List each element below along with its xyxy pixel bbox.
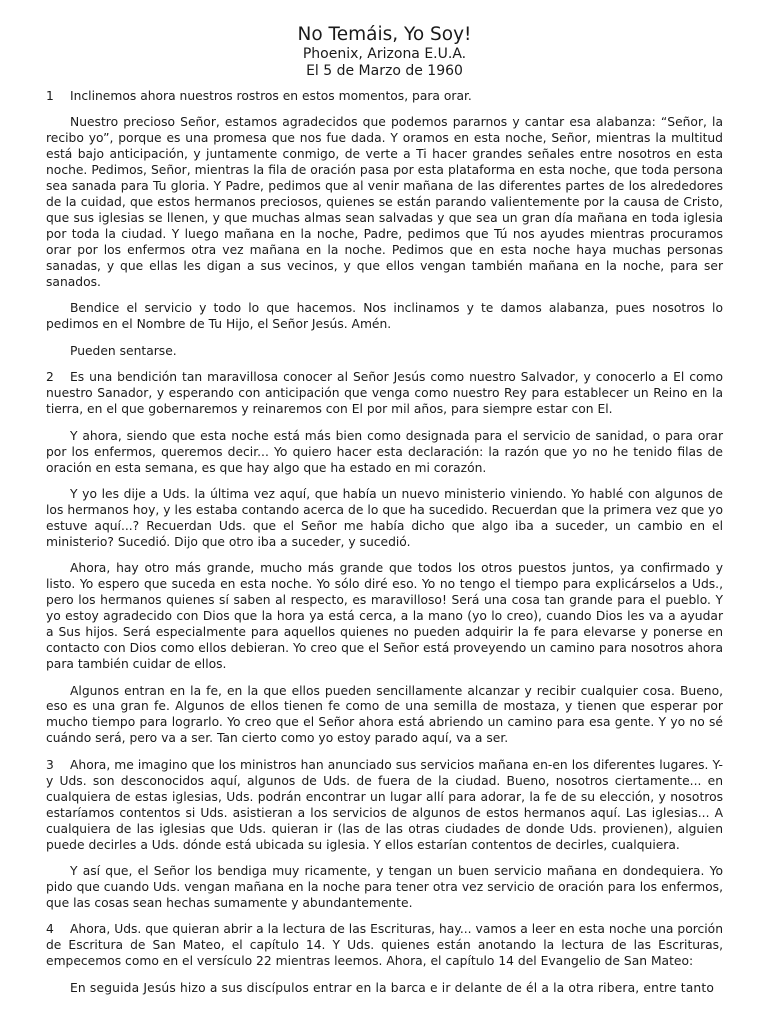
paragraph-text: Ahora, me imagino que los ministros han anunciado sus servicios mañana en-en los diferentes lugares. Y-y Uds. son desconocidos aquí, algunos de Uds. de fuera de la ciudad. Bueno, nosotros ciertamente... en cualquiera de estas iglesias, Uds. podrán encontrar un lugar allí para adorar, la fe de su elección, y nosotros estaríamos contentos si Uds. asistieran a los servicios de algunos de estos hermanos aquí. Las iglesias... A cualquiera de las iglesias que Uds. quieran ir (las de las otras ciudades de donde Uds. provienen), alguien puede decirles a Uds. dónde está ubicada su iglesia. Y ellos estarían contentos de decirles, cualquiera.: [46, 757, 723, 852]
sermon-date: El 5 de Marzo de 1960: [306, 63, 463, 79]
paragraph-text: Ahora, Uds. que quieran abrir a la lectura de las Escrituras, hay... vamos a leer en esta noche una porción de Escritura de San Mateo, el capítulo 14. Y Uds. quienes están anotando la lectura de las Escrituras, empecemos como en el versículo 22 mientras leemos. Ahora, el capítulo 14 del Evangelio de San Mateo:: [46, 922, 723, 969]
paragraph: [46, 922, 723, 970]
sermon-location: Phoenix, Arizona E.U.A.: [302, 46, 467, 62]
paragraph: [46, 370, 723, 418]
paragraph: [46, 758, 723, 854]
sermon-body: [46, 89, 723, 997]
paragraph-number: 3: [46, 757, 54, 772]
paragraph: Y así que, el Señor los bendiga muy ricamente, y tengan un buen servicio mañana en dondequiera. Yo pido que cuando Uds. vengan mañana en la noche para tener otra vez servicio de oración para los enfermos, que las cosas sean hechas sumamente y abundantemente.: [46, 864, 723, 910]
paragraph: Y ahora, siendo que esta noche está más bien como designada para el servicio de sanidad, o para orar por los enfermos, queremos decir... Yo quiero hacer esta declaración: la razón que yo no he tenido filas de oración en esta semana, es que hay algo que ha estado en mi corazón.: [46, 428, 723, 475]
paragraph: Ahora, hay otro más grande, mucho más grande que todos los otros puestos juntos, ya confirmado y listo. Yo espero que suceda en esta noche. Yo sólo diré eso. Yo no tengo el tiempo para explicárselos a Uds., pero los hermanos quienes sí saben al respecto, es maravilloso! Será una cosa tan grande para el pueblo. Y yo estoy agradecido con Dios que la hora ya está cerca, a la mano (yo lo creo), cuando Dios les va a ayudar a Sus hijos. Será especialmente para aquellos quienes no pueden adquirir la fe para elevarse y ponerse en contacto con Dios como ellos debieran. Yo creo que el Señor está proveyendo un camino para nosotros ahora para también cuidar de ellos.: [46, 561, 723, 672]
paragraph: Y yo les dije a Uds. la última vez aquí, que había un nuevo ministerio viniendo. Yo hablé con algunos de los hermanos hoy, y les estaba contando acerca de lo que ha sucedido. Recuerdan que la primera vez que yo estuve aquí...? Recuerdan Uds. que el Señor me había dicho que algo iba a suceder, un cambio en el ministerio? Sucedió. Dijo que otro iba a suceder, y sucedió.: [46, 487, 723, 549]
sermon-title: No Temáis, Yo Soy!: [297, 24, 472, 45]
paragraph-number: 1: [46, 89, 54, 103]
paragraph: Algunos entran en la fe, en la que ellos pueden sencillamente alcanzar y recibir cualquier cosa. Bueno, eso es una gran fe. Algunos de ellos tienen fe como de una semilla de mostaza, y tienen que esperar por mucho tiempo para lograrlo. Yo creo que el Señor ahora está abriendo un camino para esa gente. Y yo no sé cuándo será, pero va a ser. Tan cierto como yo estoy parado aquí, va a ser.: [46, 683, 723, 746]
paragraph: Bendice el servicio y todo lo que hacemos. Nos inclinamos y te damos alabanza, pues nosotros lo pedimos en el Nombre de Tu Hijo, el Señor Jesús. Amén.: [46, 301, 723, 332]
paragraph-text: Es una bendición tan maravillosa conocer al Señor Jesús como nuestro Salvador, y conocerlo a El como nuestro Sanador, y esperando con anticipación que venga como nuestro Rey para establecer un Reino en la tierra, en el que gobernaremos y reinaremos con El por mil años, para siempre estar con El.: [46, 370, 723, 417]
paragraph: Pueden sentarse.: [70, 343, 177, 358]
paragraph-text: Inclinemos ahora nuestros rostros en estos momentos, para orar.: [70, 89, 472, 103]
paragraph: Nuestro precioso Señor, estamos agradecidos que podemos pararnos y cantar esa alabanza: “Señor, la recibo yo”, porque es una promesa que nos fue dada. Y oramos en esta noche, Señor, mientras la multitud está bajo anticipación, y juntamente conmigo, de verte a Ti hacer grandes señales entre nosotros en esta noche. Pedimos, Señor, mientras la fila de oración pasa por esta plataforma en esta noche, que toda persona sea sanada para Tu gloria. Y Padre, pedimos que al venir mañana de las diferentes partes de los alrededores de la cuidad, que estos hermanos preciosos, quienes se están parando valientemente por la causa de Cristo, que sus iglesias se llenen, y que muchas almas sean salvadas y que sea un gran día mañana en toda iglesia por toda la ciudad. Y luego mañana en la noche, Padre, pedimos que Tú nos ayudes mientras procuramos orar por los enfermos otra vez mañana en la noche. Pedimos que en esta noche haya muchas personas sanadas, y que ellas les digan a sus vecinos, y que ellos vengan también mañana en la noche, para ser sanados.: [46, 115, 723, 289]
paragraph-number: 2: [46, 370, 54, 385]
paragraph-number: 4: [46, 922, 54, 937]
scripture-quote: En seguida Jesús hizo a sus discípulos entrar en la barca e ir delante de él a la otra ribera, entre tanto: [70, 980, 715, 995]
paragraph: [46, 89, 723, 105]
document-page: [46, 24, 723, 1007]
